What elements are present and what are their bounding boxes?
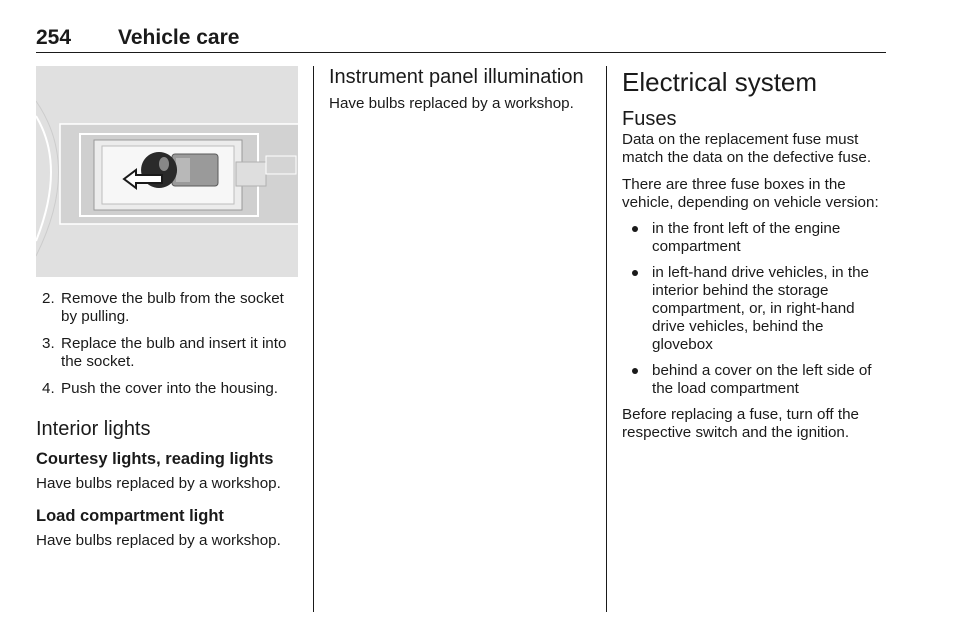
- instrument-panel-text: Have bulbs replaced by a workshop.: [329, 95, 574, 112]
- column-middle: [329, 66, 591, 113]
- column-divider-2: [606, 66, 607, 612]
- courtesy-lights-text: Have bulbs replaced by a workshop.: [36, 475, 281, 492]
- list-item: behind a cover on the left side of the load compartment: [622, 362, 886, 398]
- list-item: 2. Remove the bulb from the socket by pulling.: [42, 290, 284, 325]
- before-replacing-paragraph: Before replacing a fuse, turn off the respective switch and the ignition.: [622, 406, 859, 441]
- bullet-icon: [632, 368, 638, 374]
- list-item: 3. Replace the bulb and insert it into the socket.: [42, 335, 287, 370]
- load-compartment-heading: Load compartment light: [36, 507, 224, 525]
- electrical-system-heading: Electrical system: [622, 67, 818, 97]
- column-left: [36, 66, 298, 550]
- bullet-icon: [632, 226, 638, 232]
- fuse-data-paragraph: Data on the replacement fuse must match the data on the defective fuse.: [622, 131, 872, 166]
- column-divider-1: [313, 66, 314, 612]
- load-compartment-text: Have bulbs replaced by a workshop.: [36, 532, 281, 549]
- fuse-box-locations-list: [622, 220, 886, 398]
- page-header: [36, 24, 886, 53]
- fuses-heading: Fuses: [622, 108, 677, 130]
- instrument-panel-heading: Instrument panel illumination: [329, 66, 584, 88]
- list-item: in left-hand drive vehicles, in the interior behind the storage compartment, or, in right-hand drive vehicles, behind the glovebox: [622, 264, 886, 354]
- list-item: in the front left of the engine compartment: [622, 220, 886, 256]
- bullet-icon: [632, 270, 638, 276]
- page-number: 254: [36, 26, 72, 49]
- interior-lights-heading: Interior lights: [36, 418, 151, 440]
- courtesy-lights-heading: Courtesy lights, reading lights: [36, 450, 274, 468]
- list-item: 4. Push the cover into the housing.: [42, 380, 278, 397]
- fuse-boxes-paragraph: There are three fuse boxes in the vehicle, depending on vehicle version:: [622, 176, 879, 211]
- bulb-housing-figure: [36, 66, 298, 277]
- removal-steps-list: [36, 290, 298, 398]
- section-title: Vehicle care: [118, 26, 240, 49]
- column-right: [622, 66, 886, 442]
- bulb-housing-illustration: [36, 66, 298, 277]
